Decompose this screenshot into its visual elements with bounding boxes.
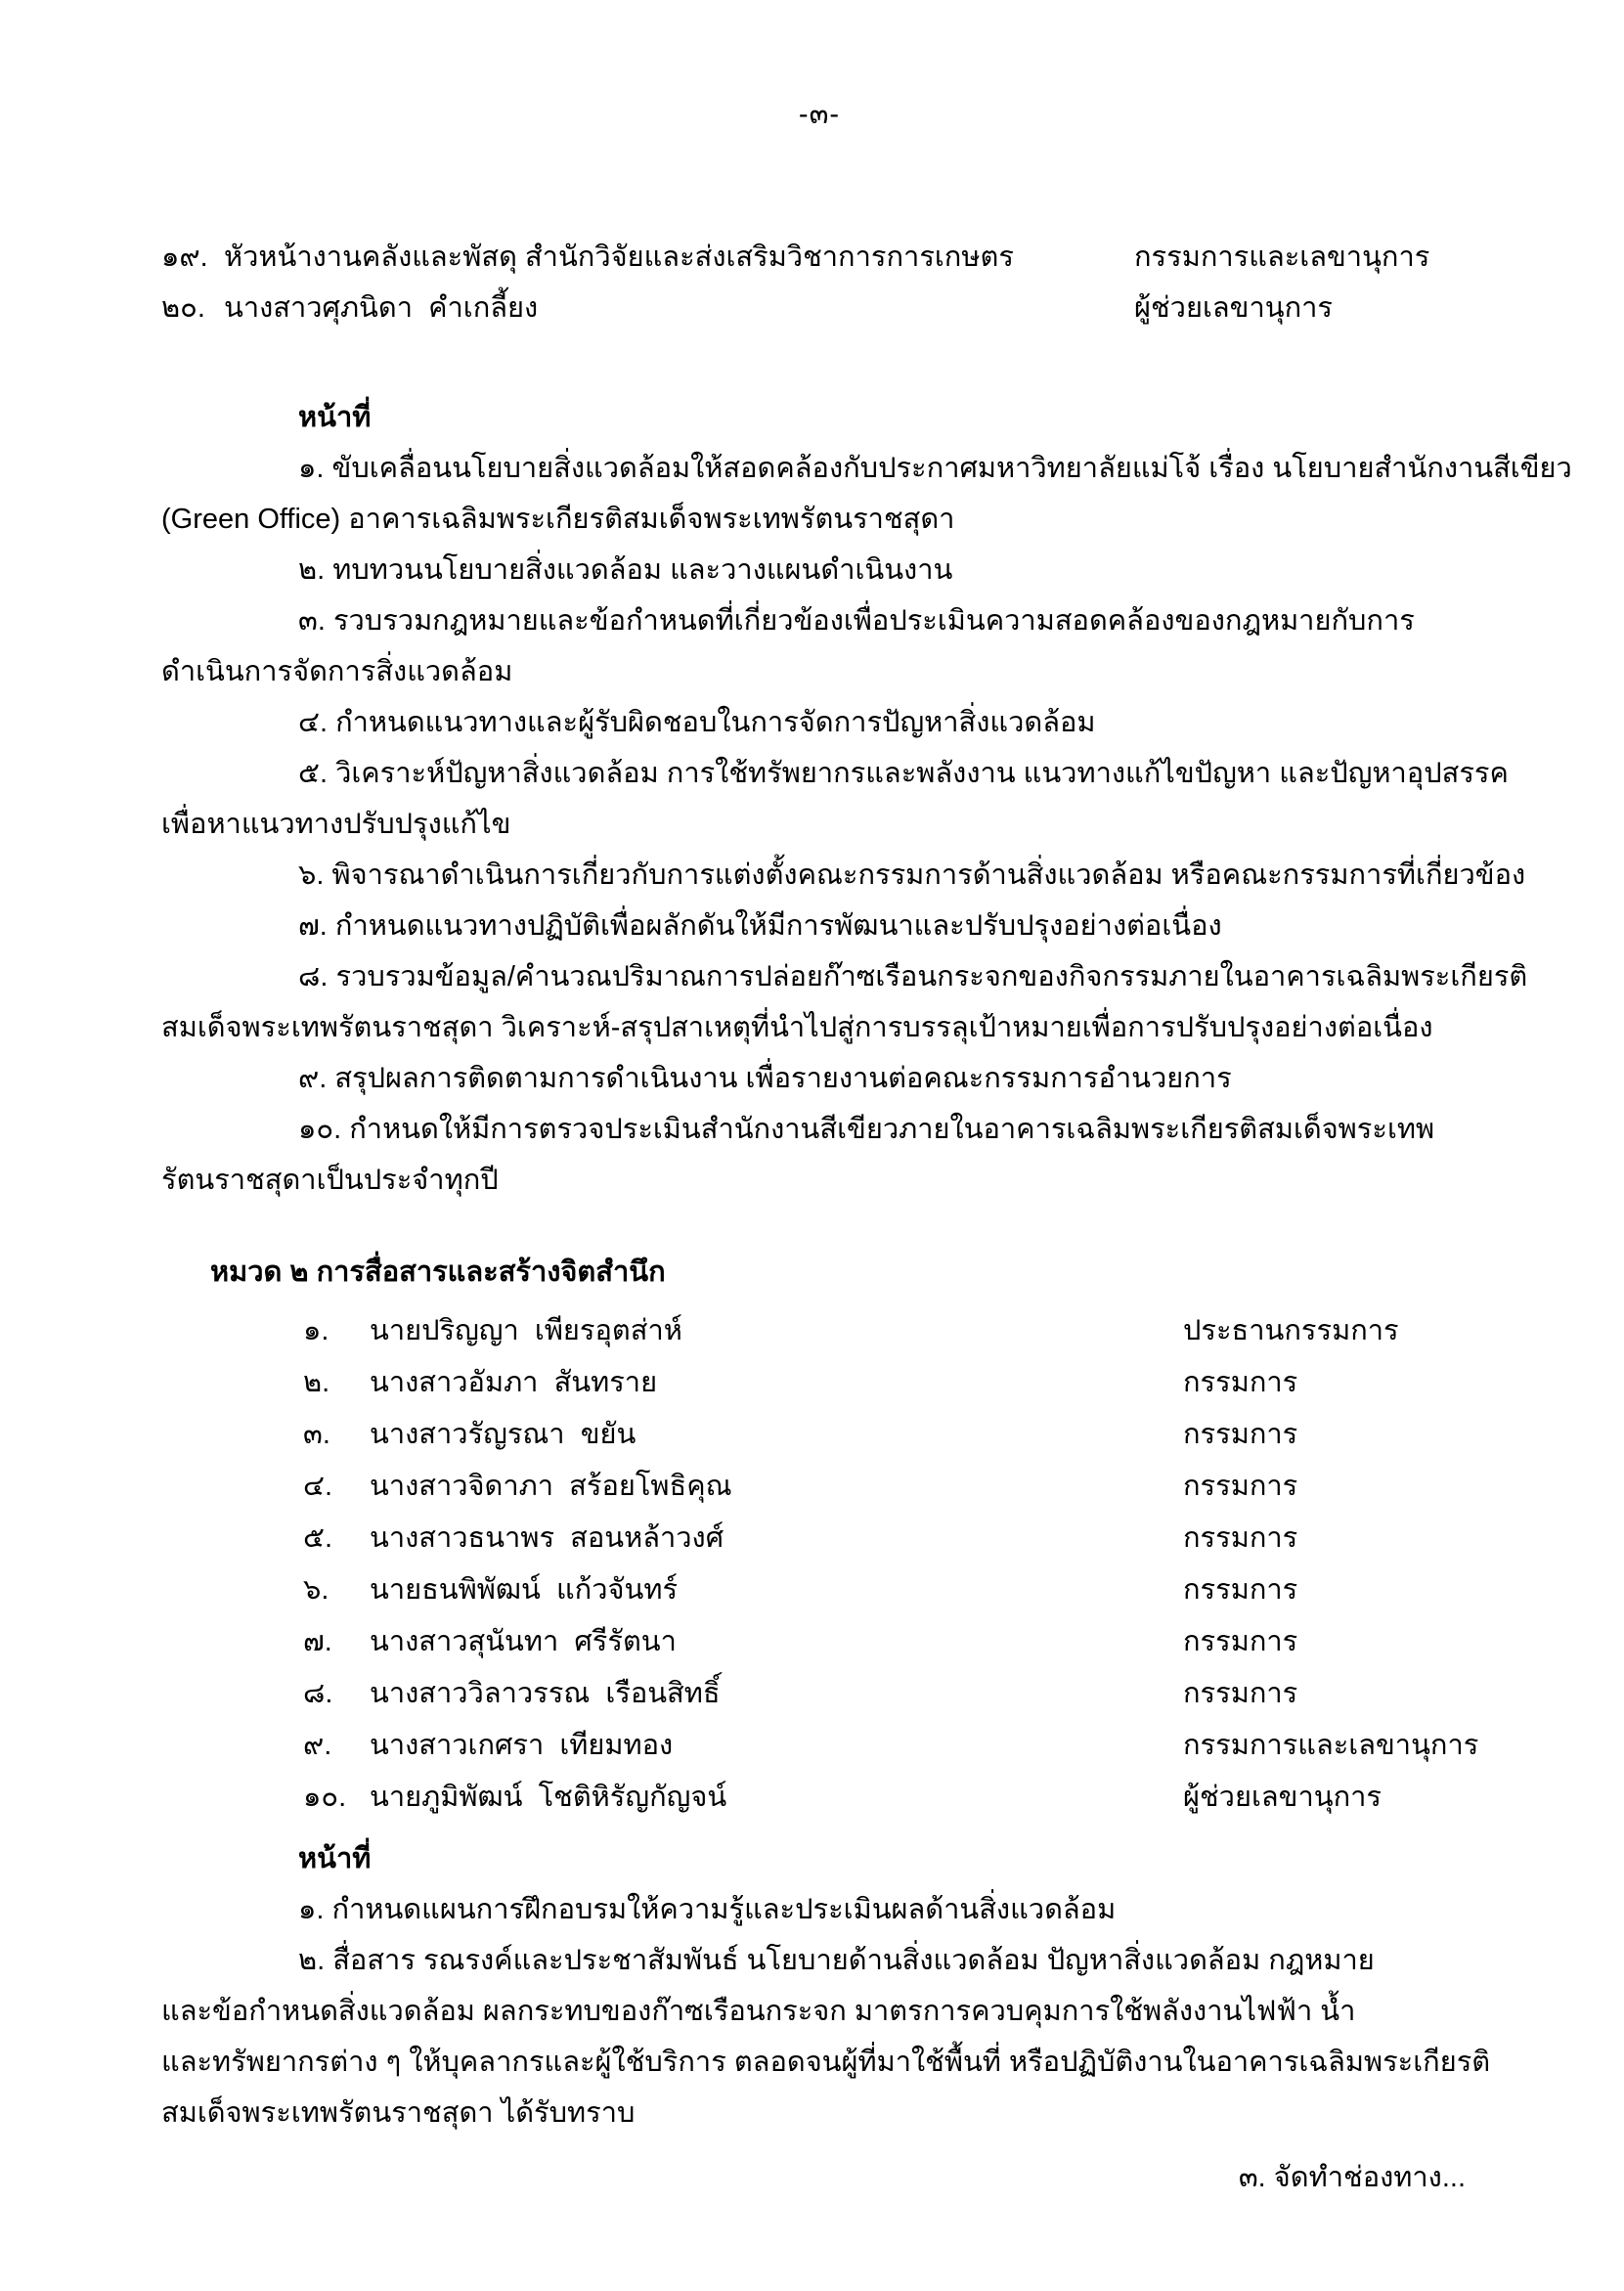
member-number: ๗.: [303, 1626, 332, 1657]
duty-line-text: ดำเนินการจัดการสิ่งแวดล้อม: [161, 656, 513, 687]
member-row: [161, 1720, 1477, 1772]
member-role: กรรมการ: [1183, 1471, 1298, 1502]
member-number: ๕.: [303, 1522, 333, 1554]
member-number: ๑๙.: [161, 242, 208, 273]
duty-line: [161, 1986, 1477, 2037]
duty-line: [161, 850, 1526, 901]
member-row: [161, 283, 1477, 333]
member-name: นางสาวจิดาภา สร้อยโพธิคุณ: [370, 1471, 732, 1502]
duty-line-text: ๔. กำหนดแนวทางและผู้รับผิดชอบในการจัดการปัญหาสิ่งแวดล้อม: [298, 707, 1096, 738]
member-number: ๙.: [303, 1730, 332, 1761]
member-role: กรรมการ: [1183, 1522, 1298, 1554]
member-row: [161, 1305, 1477, 1357]
member-name: นายภูมิพัฒน์ โชติหิรัญกัญจน์: [370, 1782, 727, 1813]
duty-line: [161, 901, 1477, 951]
duty-line: [161, 1053, 1477, 1104]
duty-line: [161, 1884, 1477, 1935]
member-number: ๒๐.: [161, 292, 205, 324]
member-role: กรรมการ: [1183, 1626, 1298, 1657]
member-number: ๓.: [303, 1419, 330, 1450]
member-role: ผู้ช่วยเลขานุการ: [1134, 292, 1333, 324]
duty-line: [161, 2037, 1491, 2088]
duty-line: [161, 595, 1477, 646]
member-row: [161, 1357, 1477, 1409]
duty-line-text: ๑๐. กำหนดให้มีการตรวจประเมินสำนักงานสีเขียวภายในอาคารเฉลิมพระเกียรติสมเด็จพระเทพ: [298, 1114, 1435, 1145]
duty-line: [161, 951, 1528, 1002]
member-name: นางสาวรัญรณา ขยัน: [370, 1419, 636, 1450]
duty-line-text: เพื่อหาแนวทางปรับปรุงแก้ไข: [161, 809, 511, 840]
duty-line: [161, 697, 1477, 748]
duty-line: [161, 646, 1477, 697]
duty-line: [161, 799, 1477, 850]
duty-line-text: ๖. พิจารณาดำเนินการเกี่ยวกับการแต่งตั้งคณะกรรมการด้านสิ่งแวดล้อม หรือคณะกรรมการที่เกี่ยวข้อง: [298, 859, 1526, 891]
member-role: กรรมการ: [1183, 1367, 1298, 1398]
member-number: ๔.: [303, 1471, 333, 1502]
member-name: นางสาววิลาวรรณ เรือนสิทธิ์: [370, 1678, 721, 1709]
duties1-list: [161, 443, 1572, 1206]
duty-line: [161, 748, 1509, 799]
duty-line-text: รัตนราชสุดาเป็นประจำทุกปี: [161, 1165, 499, 1196]
member-name: หัวหน้างานคลังและพัสดุ สำนักวิจัยและส่งเสริมวิชาการการเกษตร: [224, 242, 1014, 273]
member-row: [161, 1564, 1477, 1616]
duties2-heading: หน้าที่: [298, 1843, 372, 1874]
member-role: กรรมการและเลขานุการ: [1183, 1730, 1479, 1761]
duty-line-text: ๙. สรุปผลการติดตามการดำเนินงาน เพื่อรายงานต่อคณะกรรมการอำนวยการ: [298, 1063, 1232, 1094]
member-row: [161, 1513, 1477, 1564]
section2-member-list: [161, 1305, 1477, 1824]
member-name: นายธนพิพัฒน์ แก้วจันทร์: [370, 1574, 679, 1606]
member-role: กรรมการ: [1183, 1419, 1298, 1450]
member-role: ประธานกรรมการ: [1183, 1315, 1399, 1346]
member-row: [161, 232, 1477, 283]
member-row: [161, 1461, 1477, 1513]
duty-line: [161, 2088, 1477, 2138]
duty-line-text: (Green Office) อาคารเฉลิมพระเกียรติสมเด็จพระเทพรัตนราชสุดา: [161, 504, 955, 535]
duty-line-text: สมเด็จพระเทพรัตนราชสุดา ได้รับทราบ: [161, 2097, 636, 2129]
member-name: นางสาวเกศรา เทียมทอง: [370, 1730, 674, 1761]
member-number: ๘.: [303, 1678, 333, 1709]
member-name: นางสาวอัมภา สันทราย: [370, 1367, 658, 1398]
duties1-heading: หน้าที่: [298, 402, 372, 433]
page-number: -๓-: [798, 99, 841, 130]
duty-line-text: ๕. วิเคราะห์ปัญหาสิ่งแวดล้อม การใช้ทรัพยากรและพลังงาน แนวทางแก้ไขปัญหา และปัญหาอุปสรรค: [298, 758, 1509, 789]
member-name: นางสาวศุภนิดา คำเกลี้ยง: [224, 292, 539, 324]
member-number: ๑.: [303, 1315, 329, 1346]
member-role: กรรมการ: [1183, 1678, 1298, 1709]
duty-line-text: และทรัพยากรต่าง ๆ ให้บุคลากรและผู้ใช้บริการ ตลอดจนผู้ที่มาใช้พื้นที่ หรือปฏิบัติงานในอาคารเฉลิมพระเกียรติ: [161, 2047, 1491, 2078]
duty-line: [161, 443, 1572, 494]
duties2-list: [161, 1884, 1491, 2138]
member-number: ๑๐.: [303, 1782, 347, 1813]
duty-line-text: ๗. กำหนดแนวทางปฏิบัติเพื่อผลักดันให้มีการพัฒนาและปรับปรุงอย่างต่อเนื่อง: [298, 910, 1222, 942]
duty-line: [161, 1002, 1477, 1053]
member-row: [161, 1668, 1477, 1720]
member-role: ผู้ช่วยเลขานุการ: [1183, 1782, 1382, 1813]
member-number: ๖.: [303, 1574, 329, 1606]
page-continuation-marker: ๓. จัดทำช่องทาง...: [1238, 2162, 1466, 2193]
duty-line-text: ๒. ทบทวนนโยบายสิ่งแวดล้อม และวางแผนดำเนินงาน: [298, 554, 953, 586]
duty-line: [161, 1935, 1477, 1986]
member-role: กรรมการและเลขานุการ: [1134, 242, 1430, 273]
duty-line: [161, 1155, 1477, 1206]
duty-line: [161, 1104, 1477, 1155]
member-name: นายปริญญา เพียรอุตส่าห์: [370, 1315, 682, 1346]
member-row: [161, 1616, 1477, 1668]
section2-heading: หมวด ๒ การสื่อสารและสร้างจิตสำนึก: [210, 1256, 666, 1288]
duty-line-text: ๘. รวบรวมข้อมูล/คำนวณปริมาณการปล่อยก๊าซเรือนกระจกของกิจกรรมภายในอาคารเฉลิมพระเกียรติ: [298, 961, 1528, 992]
duty-line-text: ๑. ขับเคลื่อนนโยบายสิ่งแวดล้อมให้สอดคล้องกับประกาศมหาวิทยาลัยแม่โจ้ เรื่อง นโยบายสำนักงานสีเขียว: [298, 453, 1572, 484]
duty-line-text: ๓. รวบรวมกฎหมายและข้อกำหนดที่เกี่ยวข้องเพื่อประเมินความสอดคล้องของกฎหมายกับการ: [298, 605, 1415, 637]
duty-line: [161, 494, 1477, 545]
carryover-member-list: [161, 232, 1477, 333]
member-row: [161, 1772, 1477, 1824]
member-number: ๒.: [303, 1367, 330, 1398]
duty-line-text: ๑. กำหนดแผนการฝึกอบรมให้ความรู้และประเมินผลด้านสิ่งแวดล้อม: [298, 1894, 1117, 1925]
duty-line-text: สมเด็จพระเทพรัตนราชสุดา วิเคราะห์-สรุปสาเหตุที่นำไปสู่การบรรลุเป้าหมายเพื่อการปรับปรุงอย่างต่อเนื่อง: [161, 1012, 1433, 1043]
member-role: กรรมการ: [1183, 1574, 1298, 1606]
member-name: นางสาวธนาพร สอนหล้าวงศ์: [370, 1522, 724, 1554]
duty-line-text: ๒. สื่อสาร รณรงค์และประชาสัมพันธ์ นโยบายด้านสิ่งแวดล้อม ปัญหาสิ่งแวดล้อม กฎหมาย: [298, 1945, 1375, 1976]
member-name: นางสาวสุนันทา ศรีรัตนา: [370, 1626, 677, 1657]
member-row: [161, 1409, 1477, 1461]
duty-line-text: และข้อกำหนดสิ่งแวดล้อม ผลกระทบของก๊าซเรือนกระจก มาตรการควบคุมการใช้พลังงานไฟฟ้า น้ำ: [161, 1996, 1356, 2027]
duty-line: [161, 545, 1477, 595]
